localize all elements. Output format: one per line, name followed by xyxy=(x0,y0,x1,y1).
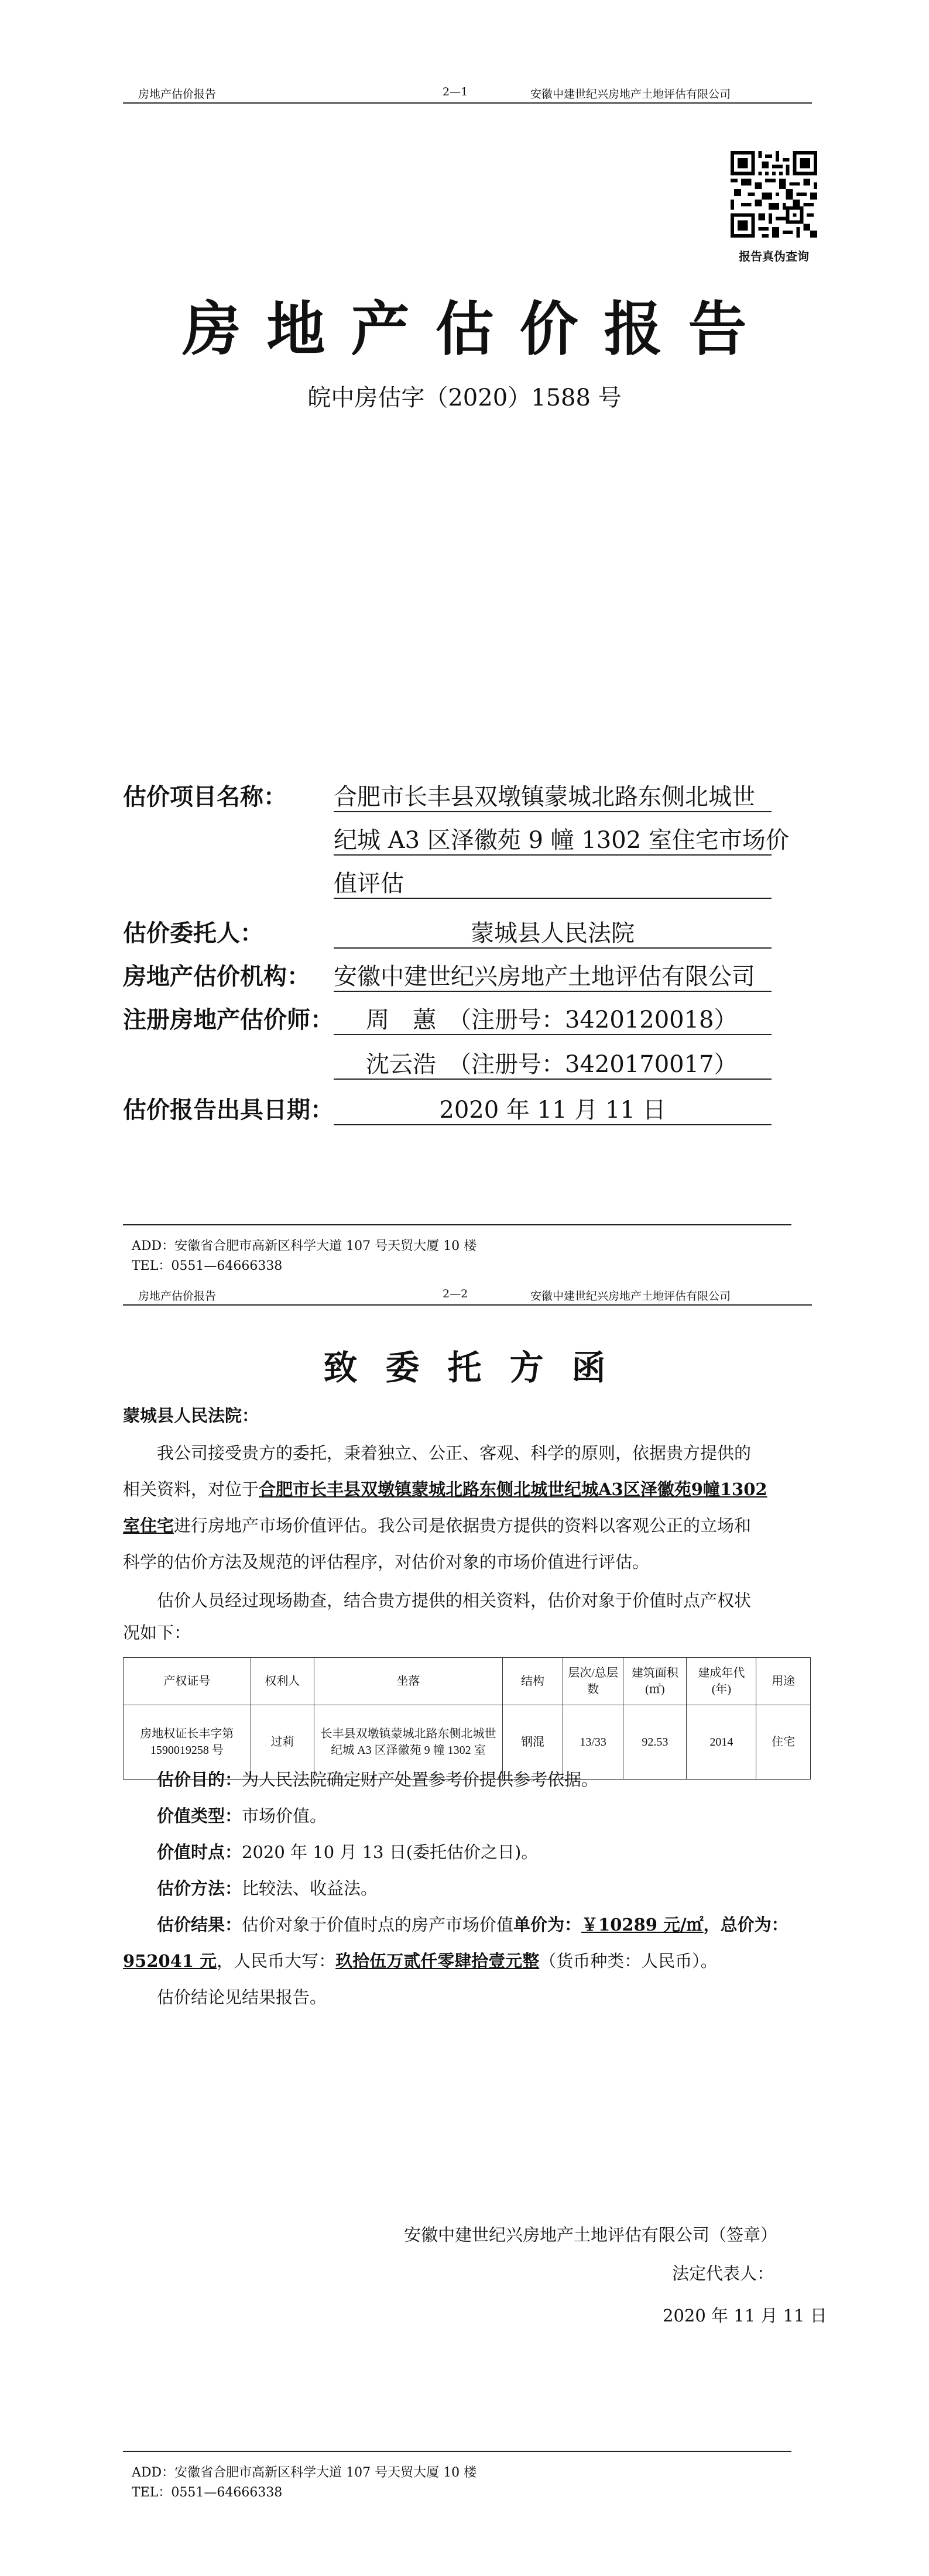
table-cell: 住宅 xyxy=(756,1705,811,1780)
footer-phone: TEL：0551—64666338 xyxy=(132,1259,283,1273)
header-left: 房地产估价报告 xyxy=(138,88,217,101)
underline xyxy=(334,991,772,992)
para1-line3: 室住宅进行房地产市场价值评估。我公司是依据贵方提供的资料以客观公正的立场和 xyxy=(123,1516,752,1536)
underline xyxy=(334,947,772,949)
result-line-1: 估价结果：估价对象于价值时点的房产市场价值单价为：￥10289 元/㎡，总价为： xyxy=(157,1915,789,1935)
project-name-line3: 值评估 xyxy=(334,870,404,897)
appraiser-label: 注册房地产估价师： xyxy=(123,1006,334,1033)
footer-address: ADD：安徽省合肥市高新区科学大道 107 号天贸大厦 10 楼 xyxy=(132,2465,477,2480)
report-date-label: 估价报告出具日期： xyxy=(123,1096,334,1124)
table-cell: 92.53 xyxy=(623,1705,687,1780)
appraiser-2: 沈云浩 （注册号：3420170017） xyxy=(366,1051,738,1078)
table-header: 用途 xyxy=(756,1658,811,1705)
header-rule xyxy=(123,102,812,104)
project-name-label: 估价项目名称： xyxy=(123,783,287,810)
table-cell: 房地权证长丰字第 1590019258 号 xyxy=(124,1705,251,1780)
para1-line2: 相关资料，对位于合肥市长丰县双墩镇蒙城北路东侧北城世纪城A3区泽徽苑9幢1302 xyxy=(123,1479,767,1499)
purpose-line: 估价目的：为人民法院确定财产处置参考价提供参考依据。 xyxy=(157,1770,599,1790)
total-price-upper: 玖拾伍万贰仟零肆拾壹元整 xyxy=(335,1951,540,1971)
paragraph-1 xyxy=(123,1435,814,1580)
document-number: 皖中房估字（2020）1588 号 xyxy=(307,384,622,411)
addressee: 蒙城县人民法院： xyxy=(123,1406,259,1426)
agency-value: 安徽中建世纪兴房地产土地评估有限公司 xyxy=(334,963,755,990)
header-rule xyxy=(123,1304,812,1306)
table-header: 坐落 xyxy=(314,1658,503,1705)
underline xyxy=(334,898,772,899)
client-label: 估价委托人： xyxy=(123,919,263,947)
project-name-line2: 纪城 A3 区泽徽苑 9 幢 1302 室住宅市场价 xyxy=(334,827,789,854)
total-price: 952041 元 xyxy=(123,1951,217,1971)
underline xyxy=(334,1034,772,1035)
method-line: 估价方法：比较法、收益法。 xyxy=(157,1878,378,1898)
footer-address: ADD：安徽省合肥市高新区科学大道 107 号天贸大厦 10 楼 xyxy=(132,1239,477,1253)
report-title: 房地产估价报告 xyxy=(182,294,773,363)
footer-rule xyxy=(123,2451,791,2452)
header-right: 安徽中建世纪兴房地产土地评估有限公司 xyxy=(530,1290,731,1303)
value-type-line: 价值类型：市场价值。 xyxy=(157,1806,327,1826)
table-cell: 过莉 xyxy=(251,1705,314,1780)
table-header: 层次/总层数 xyxy=(563,1658,623,1705)
table-header-row xyxy=(124,1658,811,1705)
table-cell: 13/33 xyxy=(563,1705,623,1780)
client-value: 蒙城县人民法院 xyxy=(471,920,635,947)
table-header: 结构 xyxy=(502,1658,563,1705)
underline xyxy=(334,854,772,856)
legal-representative: 法定代表人： xyxy=(672,2264,774,2283)
para1-line1: 我公司接受贵方的委托，秉着独立、公正、客观、科学的原则，依据贵方提供的 xyxy=(157,1443,752,1463)
letter-title: 致委托方函 xyxy=(323,1348,634,1387)
header-left: 房地产估价报告 xyxy=(138,1290,217,1303)
underline xyxy=(334,1079,772,1080)
footer-phone: TEL：0551—64666338 xyxy=(132,2485,283,2500)
underline xyxy=(334,1124,772,1125)
footer-rule xyxy=(123,1224,791,1225)
table-header: 产权证号 xyxy=(124,1658,251,1705)
project-name-line1: 合肥市长丰县双墩镇蒙城北路东侧北城世 xyxy=(334,784,755,810)
table-cell: 钢混 xyxy=(502,1705,563,1780)
table-header: 建成年代(年) xyxy=(687,1658,756,1705)
value-time-line: 价值时点：2020 年 10 月 13 日(委托估价之日)。 xyxy=(157,1842,539,1862)
table-cell: 长丰县双墩镇蒙城北路东侧北城世纪城 A3 区泽徽苑 9 幢 1302 室 xyxy=(314,1705,503,1780)
table-header: 建筑面积(㎡) xyxy=(623,1658,687,1705)
property-address: 合肥市长丰县双墩镇蒙城北路东侧北城世纪城A3区泽徽苑9幢1302 xyxy=(259,1479,767,1499)
para1-line4: 科学的估价方法及规范的评估程序，对估价对象的市场价值进行评估。 xyxy=(123,1552,650,1572)
conclusion-line: 估价结论见结果报告。 xyxy=(157,1987,327,2007)
header-page-number: 2—2 xyxy=(443,1287,468,1300)
result-line-2: 952041 元，人民币大写：玖拾伍万贰仟零肆拾壹元整（货币种类：人民币）。 xyxy=(123,1951,718,1971)
header-page-number: 2—1 xyxy=(443,85,468,98)
unit-price: ￥10289 元/㎡ xyxy=(581,1915,704,1935)
table-header: 权利人 xyxy=(251,1658,314,1705)
appraiser-1: 周 蕙 （注册号：3420120018） xyxy=(366,1007,738,1033)
signature-company: 安徽中建世纪兴房地产土地评估有限公司（签章） xyxy=(404,2225,778,2245)
header-right: 安徽中建世纪兴房地产土地评估有限公司 xyxy=(530,88,731,101)
agency-label: 房地产估价机构： xyxy=(123,963,310,990)
signature-date: 2020 年 11 月 11 日 xyxy=(663,2306,827,2326)
qr-caption: 报告真伪查询 xyxy=(739,249,809,263)
table-cell: 2014 xyxy=(687,1705,756,1780)
paragraph-2: 估价人员经过现场勘查，结合贵方提供的相关资料，估价对象于价值时点产权状 况如下： xyxy=(123,1591,752,1643)
report-date-value: 2020 年 11 月 11 日 xyxy=(439,1097,666,1124)
underline xyxy=(334,811,772,812)
qr-code[interactable] xyxy=(731,151,817,238)
